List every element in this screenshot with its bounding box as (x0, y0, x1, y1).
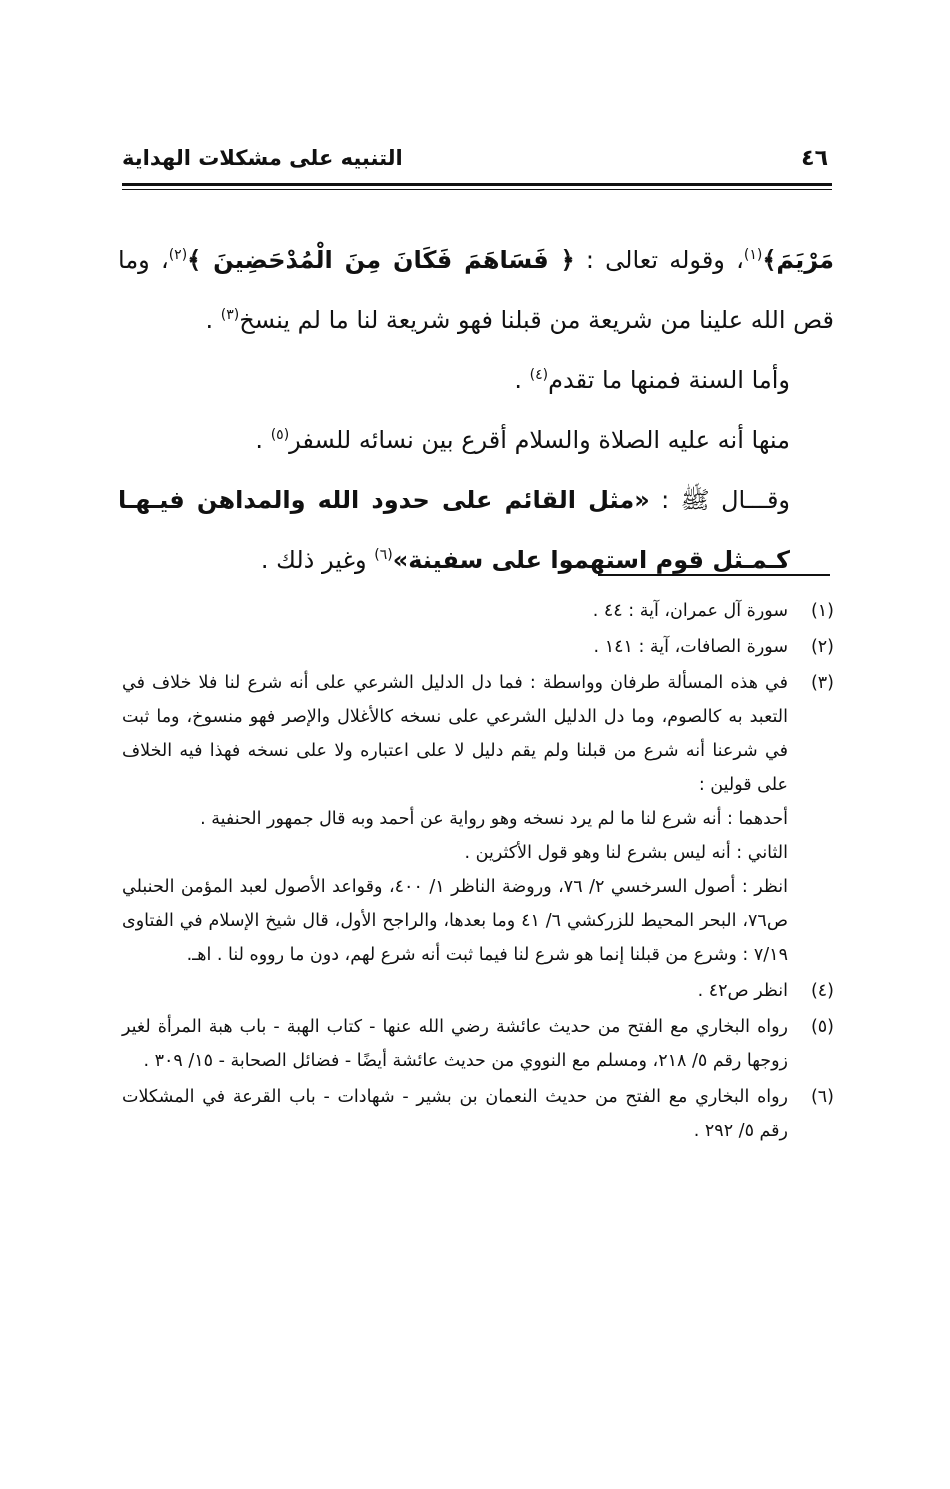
footnote-number: (١) (810, 601, 834, 621)
paragraph-4-intro: وقـــال ﷺ : (649, 486, 791, 514)
footnote-text: رواه البخاري مع الفتح من حديث النعمان بن بشير - شهادات - باب القرعة في المشكلات رقم ٥/ ٢٩٢ . (122, 1087, 788, 1141)
footnote-ref-2[interactable]: (٢) (168, 247, 188, 263)
footnote-2 (122, 630, 834, 664)
paragraph-4-end: وغير ذلك . (260, 546, 375, 574)
hadith-text: «مثل القائم على حدود الله والمداهن فيـهـا كـمـثل قوم استهموا على سفينة» (118, 486, 790, 574)
page-header (122, 140, 828, 180)
quran-fragment-1: مَرْيَمَ (776, 246, 834, 274)
footnote-number: (٣) (810, 673, 834, 693)
footnote-text: انظر ص٤٢ . (697, 981, 788, 1001)
footnote-text-second-opinion: الثاني : أنه ليس بشرع لنا وهو قول الأكثرين . (464, 843, 788, 863)
paragraph-1-text-b: ، وما قص الله علينا من شريعة من قبلنا فهو شريعة لنا ما لم ينسخ (118, 246, 834, 334)
main-text (118, 230, 834, 590)
footnote-text: سورة الصافات، آية : ١٤١ . (593, 637, 788, 657)
paragraph-3-end: . (255, 426, 271, 454)
paragraph-4 (118, 470, 834, 590)
footnote-ref-3[interactable]: (٣) (220, 307, 240, 323)
footnote-number: (٦) (810, 1087, 834, 1107)
paragraph-3-text: منها أنه عليه الصلاة والسلام أقرع بين نسائه للسفر (289, 426, 790, 454)
paragraph-2 (118, 350, 834, 410)
running-title: التنبيه على مشكلات الهداية (122, 146, 403, 170)
footnote-number: (٤) (810, 981, 834, 1001)
footnote-separator (598, 574, 830, 576)
footnote-ref-4[interactable]: (٤) (529, 367, 549, 383)
paragraph-3 (118, 410, 834, 470)
footnote-4 (122, 974, 834, 1008)
footnote-5 (122, 1010, 834, 1078)
paragraph-2-end: . (514, 366, 530, 394)
footnote-number: (٥) (810, 1017, 834, 1037)
quran-close-bracket: ﴾ (762, 246, 777, 274)
footnote-text-references: انظر : أصول السرخسي ٢/ ٧٦، وروضة الناظر ١/ ٤٠٠، وقواعد الأصول لعبد المؤمن الحنبلي ص٧٦، البحر المحيط للزركشي ٦/ ٤١ وما بعدها، والراجح الأول، قال شيخ الإسلام في الفتاوى ٧/١٩ : وشرع من قبلنا إنما هو شرع لنا فيما ثبت أنه شرع لهم، دون ما رووه لنا . اهـ. (122, 877, 788, 965)
footnote-text: في هذه المسألة طرفان وواسطة : فما دل الدليل الشرعي على أنه شرع لنا فلا خلاف في التعبد به كالصوم، وما دل الدليل الشرعي على نسخه كالأغلال والإصر فهو منسوخ، وما ثبت في شرعنا أنه شرع من قبلنا ولم يقم دليل لا على اعتباره ولا على نسخه فهذا فيه الخلاف على قولين : (122, 673, 788, 795)
footnote-3 (122, 666, 834, 972)
page-number: ٤٦ (801, 146, 828, 171)
footnote-text: رواه البخاري مع الفتح من حديث عائشة رضي الله عنها - كتاب الهبة - باب هبة المرأة لغير زوجها رقم ٥/ ٢١٨، ومسلم مع النووي من حديث عائشة أيضًا - فضائل الصحابة - ١٥/ ٣٠٩ . (122, 1017, 788, 1071)
footnote-text-first-opinion: أحدهما : أنه شرع لنا ما لم يرد نسخه وهو رواية عن أحمد وبه قال جمهور الحنفية . (200, 809, 788, 829)
paragraph-1-end: . (205, 306, 221, 334)
header-rule-thin (122, 189, 832, 190)
header-rule-thick (122, 183, 832, 186)
quran-verse-2: ﴿ فَسَاهَمَ فَكَانَ مِنَ الْمُدْحَضِينَ ﴾ (187, 246, 575, 274)
footnote-ref-5[interactable]: (٥) (270, 427, 290, 443)
footnote-ref-1[interactable]: (١) (743, 247, 763, 263)
footnote-ref-6[interactable]: (٦) (374, 547, 393, 563)
paragraph-1-text-a: ، وقوله تعالى : (574, 246, 744, 274)
paragraph-1 (118, 230, 834, 350)
footnote-6 (122, 1080, 834, 1148)
footnote-text: سورة آل عمران، آية : ٤٤ . (592, 601, 788, 621)
paragraph-2-text: وأما السنة فمنها ما تقدم (548, 366, 790, 394)
footnotes (122, 594, 834, 1150)
footnote-1 (122, 594, 834, 628)
footnote-number: (٢) (810, 637, 834, 657)
